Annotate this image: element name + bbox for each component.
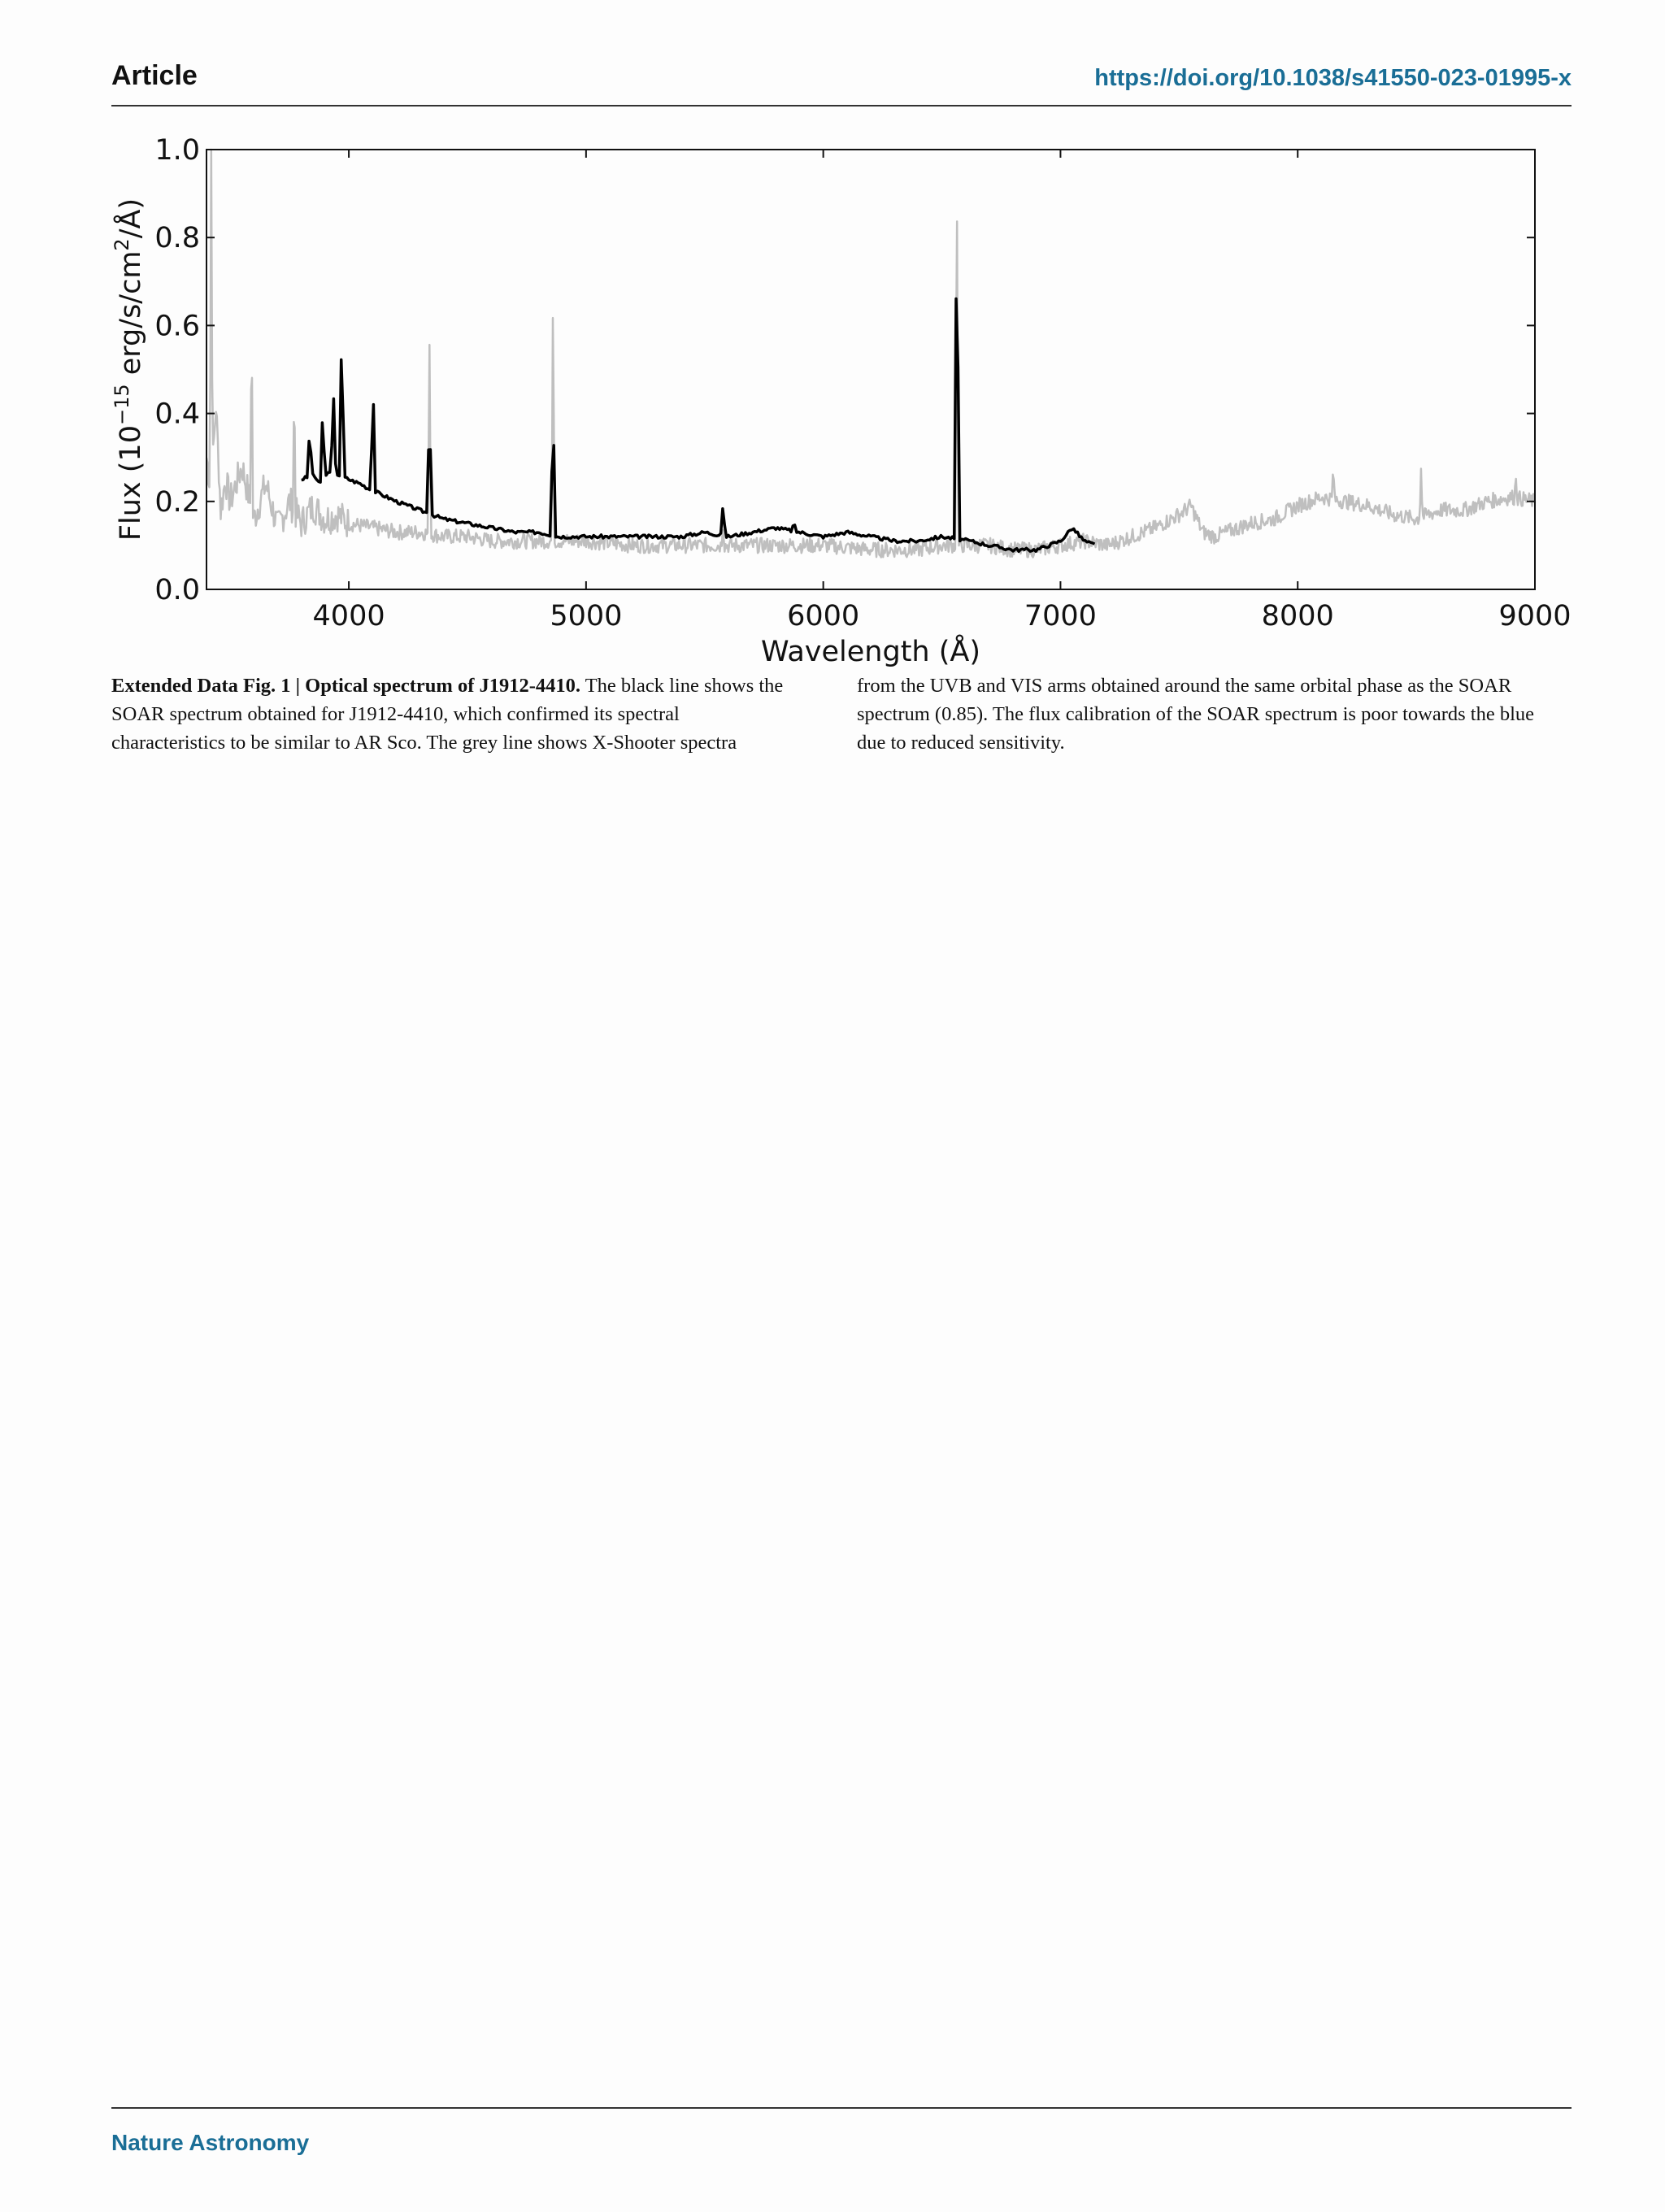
x-tick-label: 6000 [787, 600, 860, 632]
x-tick-label: 9000 [1498, 600, 1572, 632]
caption-right [857, 671, 1556, 757]
caption-figure-label: Extended Data Fig. 1 | Optical spectrum of J1912-4410. [111, 675, 581, 697]
y-tick-label: 1.0 [154, 134, 200, 167]
caption-left [111, 671, 798, 757]
section-label: Article [111, 60, 198, 91]
y-tick-label: 0.2 [154, 485, 200, 519]
footer-rule [111, 2107, 1572, 2109]
x-axis-label: Wavelength (Å) [760, 636, 981, 667]
soar-spectrum-line [302, 299, 1095, 552]
y-tick-label: 0.8 [154, 222, 200, 255]
y-axis-label: Flux ($10^{-15}$ erg/$s/cm^2/Å$) [111, 198, 147, 541]
x-tick-label: 8000 [1261, 600, 1334, 632]
y-tick-label: 0.0 [154, 574, 200, 606]
xshooter-spectrum-line [206, 150, 1535, 558]
journal-name[interactable]: Nature Astronomy [111, 2130, 310, 2155]
x-tick-label: 4000 [312, 600, 385, 632]
caption-text-right: from the UVB and VIS arms obtained around the same orbital phase as the SOAR spectrum (0.85). The flux calibration of the SOAR spectrum is poor towards the blue due to reduced sensitivity. [857, 675, 1535, 754]
doi-link[interactable]: https://doi.org/10.1038/s41550-023-01995-x [1094, 65, 1572, 91]
spectrum-chart [0, 0, 1665, 667]
caption-text-left: The black line shows the SOAR spectrum obtained for J1912-4410, which confirmed its spectral characteristics to be similar to AR Sco. The grey line shows X-Shooter spectra [111, 675, 784, 754]
series-layer [206, 150, 1535, 558]
y-tick-label: 0.6 [154, 310, 200, 343]
x-tick-label: 7000 [1024, 600, 1097, 632]
x-tick-label: 5000 [550, 600, 623, 632]
ticks-layer [154, 134, 1571, 632]
y-tick-label: 0.4 [154, 398, 200, 431]
plot-frame [206, 150, 1535, 589]
